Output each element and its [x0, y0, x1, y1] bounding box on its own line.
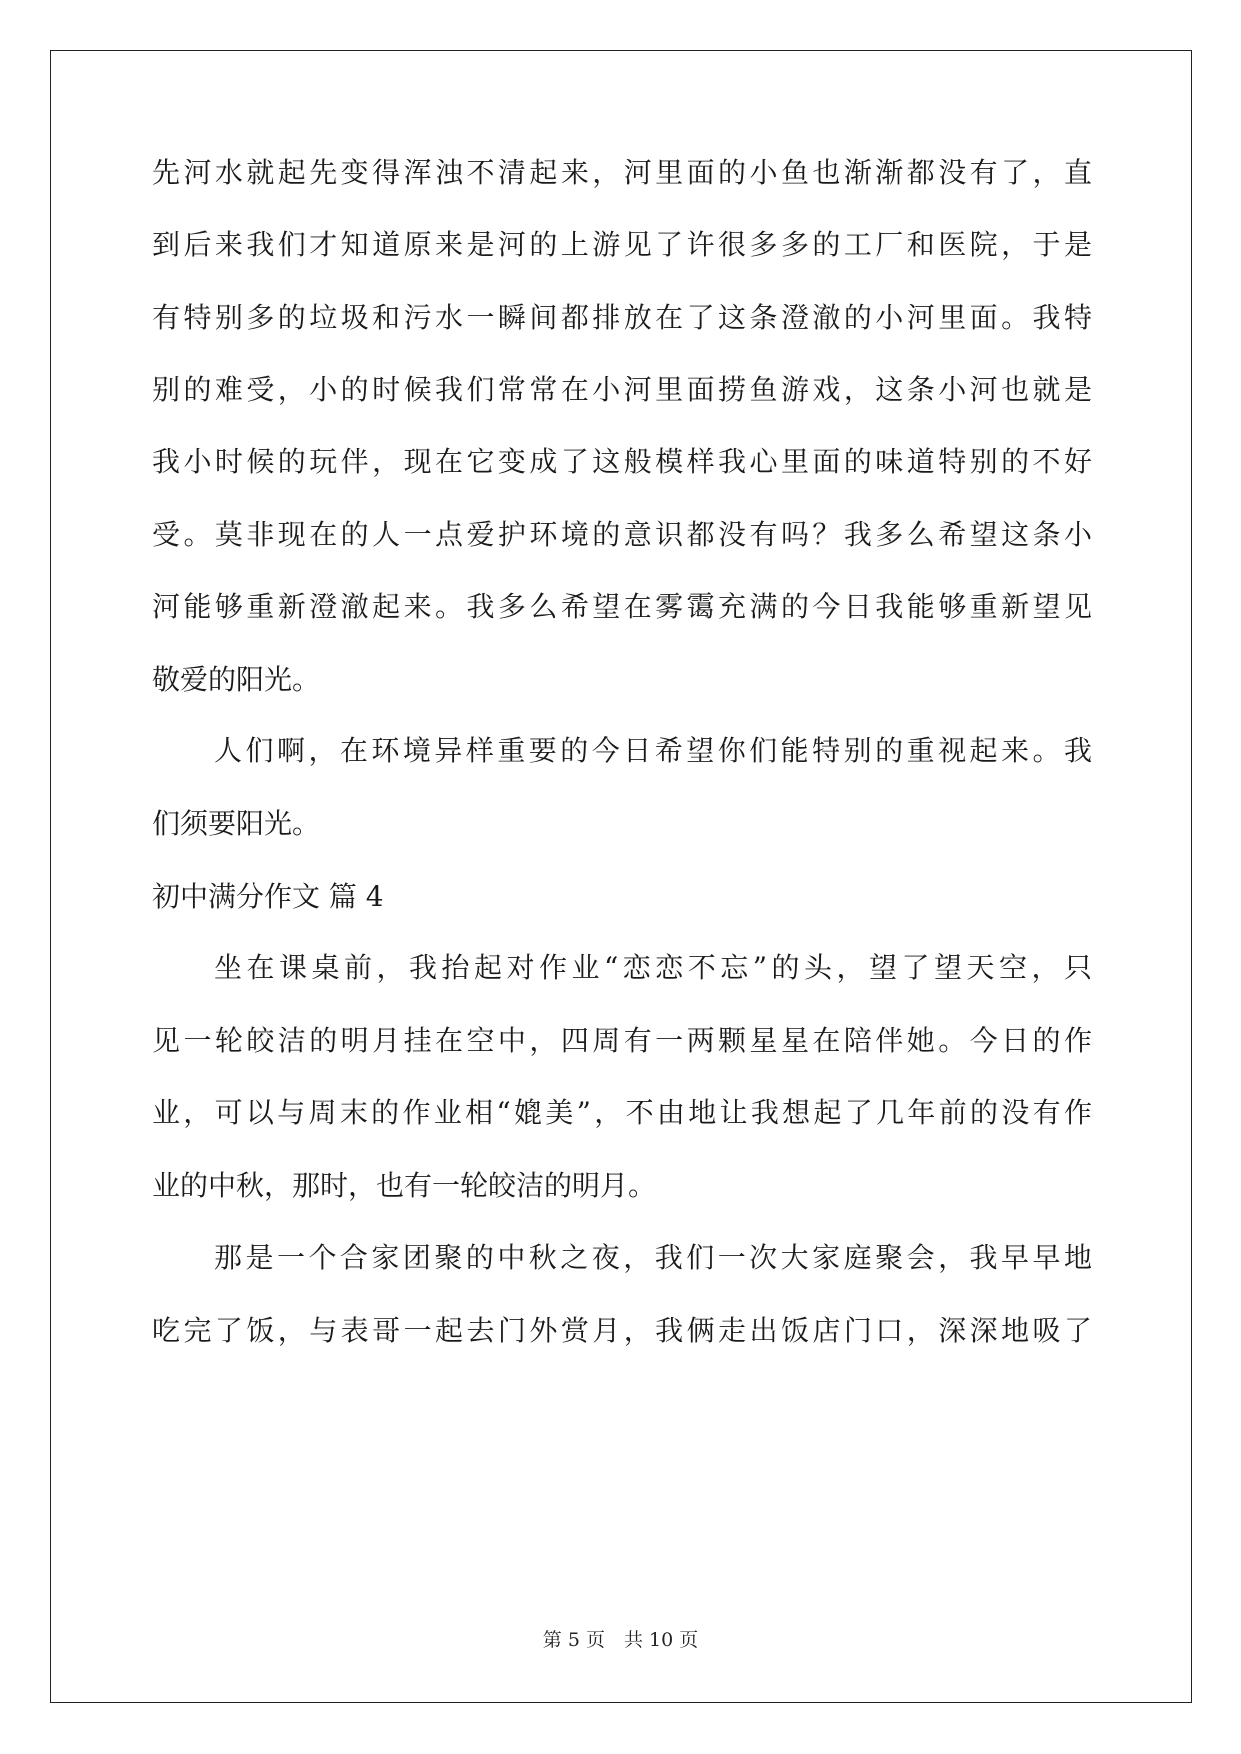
text-line: 们须要阳光。: [152, 807, 321, 840]
paragraph-first-line: 人们啊，在环境异样重要的今日希望你们能特别的重视起来。我: [214, 734, 1092, 767]
section-heading: 初中满分作文 篇 4: [152, 880, 384, 913]
text-line: 业，可以与周末的作业相“媲美”，不由地让我想起了几年前的没有作: [152, 1096, 1092, 1129]
text-line: 先河水就起先变得浑浊不清起来，河里面的小鱼也渐渐都没有了，直: [152, 156, 1092, 189]
page-number-footer: 第 5 页 共 10 页: [542, 1629, 699, 1651]
text-line: 敬爱的阳光。: [152, 663, 321, 696]
text-line: 受。莫非现在的人一点爱护环境的意识都没有吗？我多么希望这条小: [152, 518, 1092, 551]
paragraph-first-line: 坐在课桌前，我抬起对作业“恋恋不忘”的头，望了望天空，只: [214, 951, 1092, 984]
text-line: 我小时候的玩伴，现在它变成了这般模样我心里面的味道特别的不好: [152, 445, 1092, 478]
text-line: 到后来我们才知道原来是河的上游见了许很多多的工厂和医院，于是: [152, 228, 1092, 261]
text-line: 见一轮皎洁的明月挂在空中，四周有一两颗星星在陪伴她。今日的作: [152, 1024, 1092, 1057]
text-line: 别的难受，小的时候我们常常在小河里面捞鱼游戏，这条小河也就是: [152, 373, 1092, 406]
text-line: 有特别多的垃圾和污水一瞬间都排放在了这条澄澈的小河里面。我特: [152, 301, 1092, 334]
text-line: 吃完了饭，与表哥一起去门外赏月，我俩走出饭店门口，深深地吸了: [152, 1314, 1092, 1347]
paragraph-first-line: 那是一个合家团聚的中秋之夜，我们一次大家庭聚会，我早早地: [214, 1241, 1092, 1274]
text-line: 业的中秋，那时，也有一轮皎洁的明月。: [152, 1169, 657, 1202]
text-line: 河能够重新澄澈起来。我多么希望在雾霭充满的今日我能够重新望见: [152, 590, 1092, 623]
